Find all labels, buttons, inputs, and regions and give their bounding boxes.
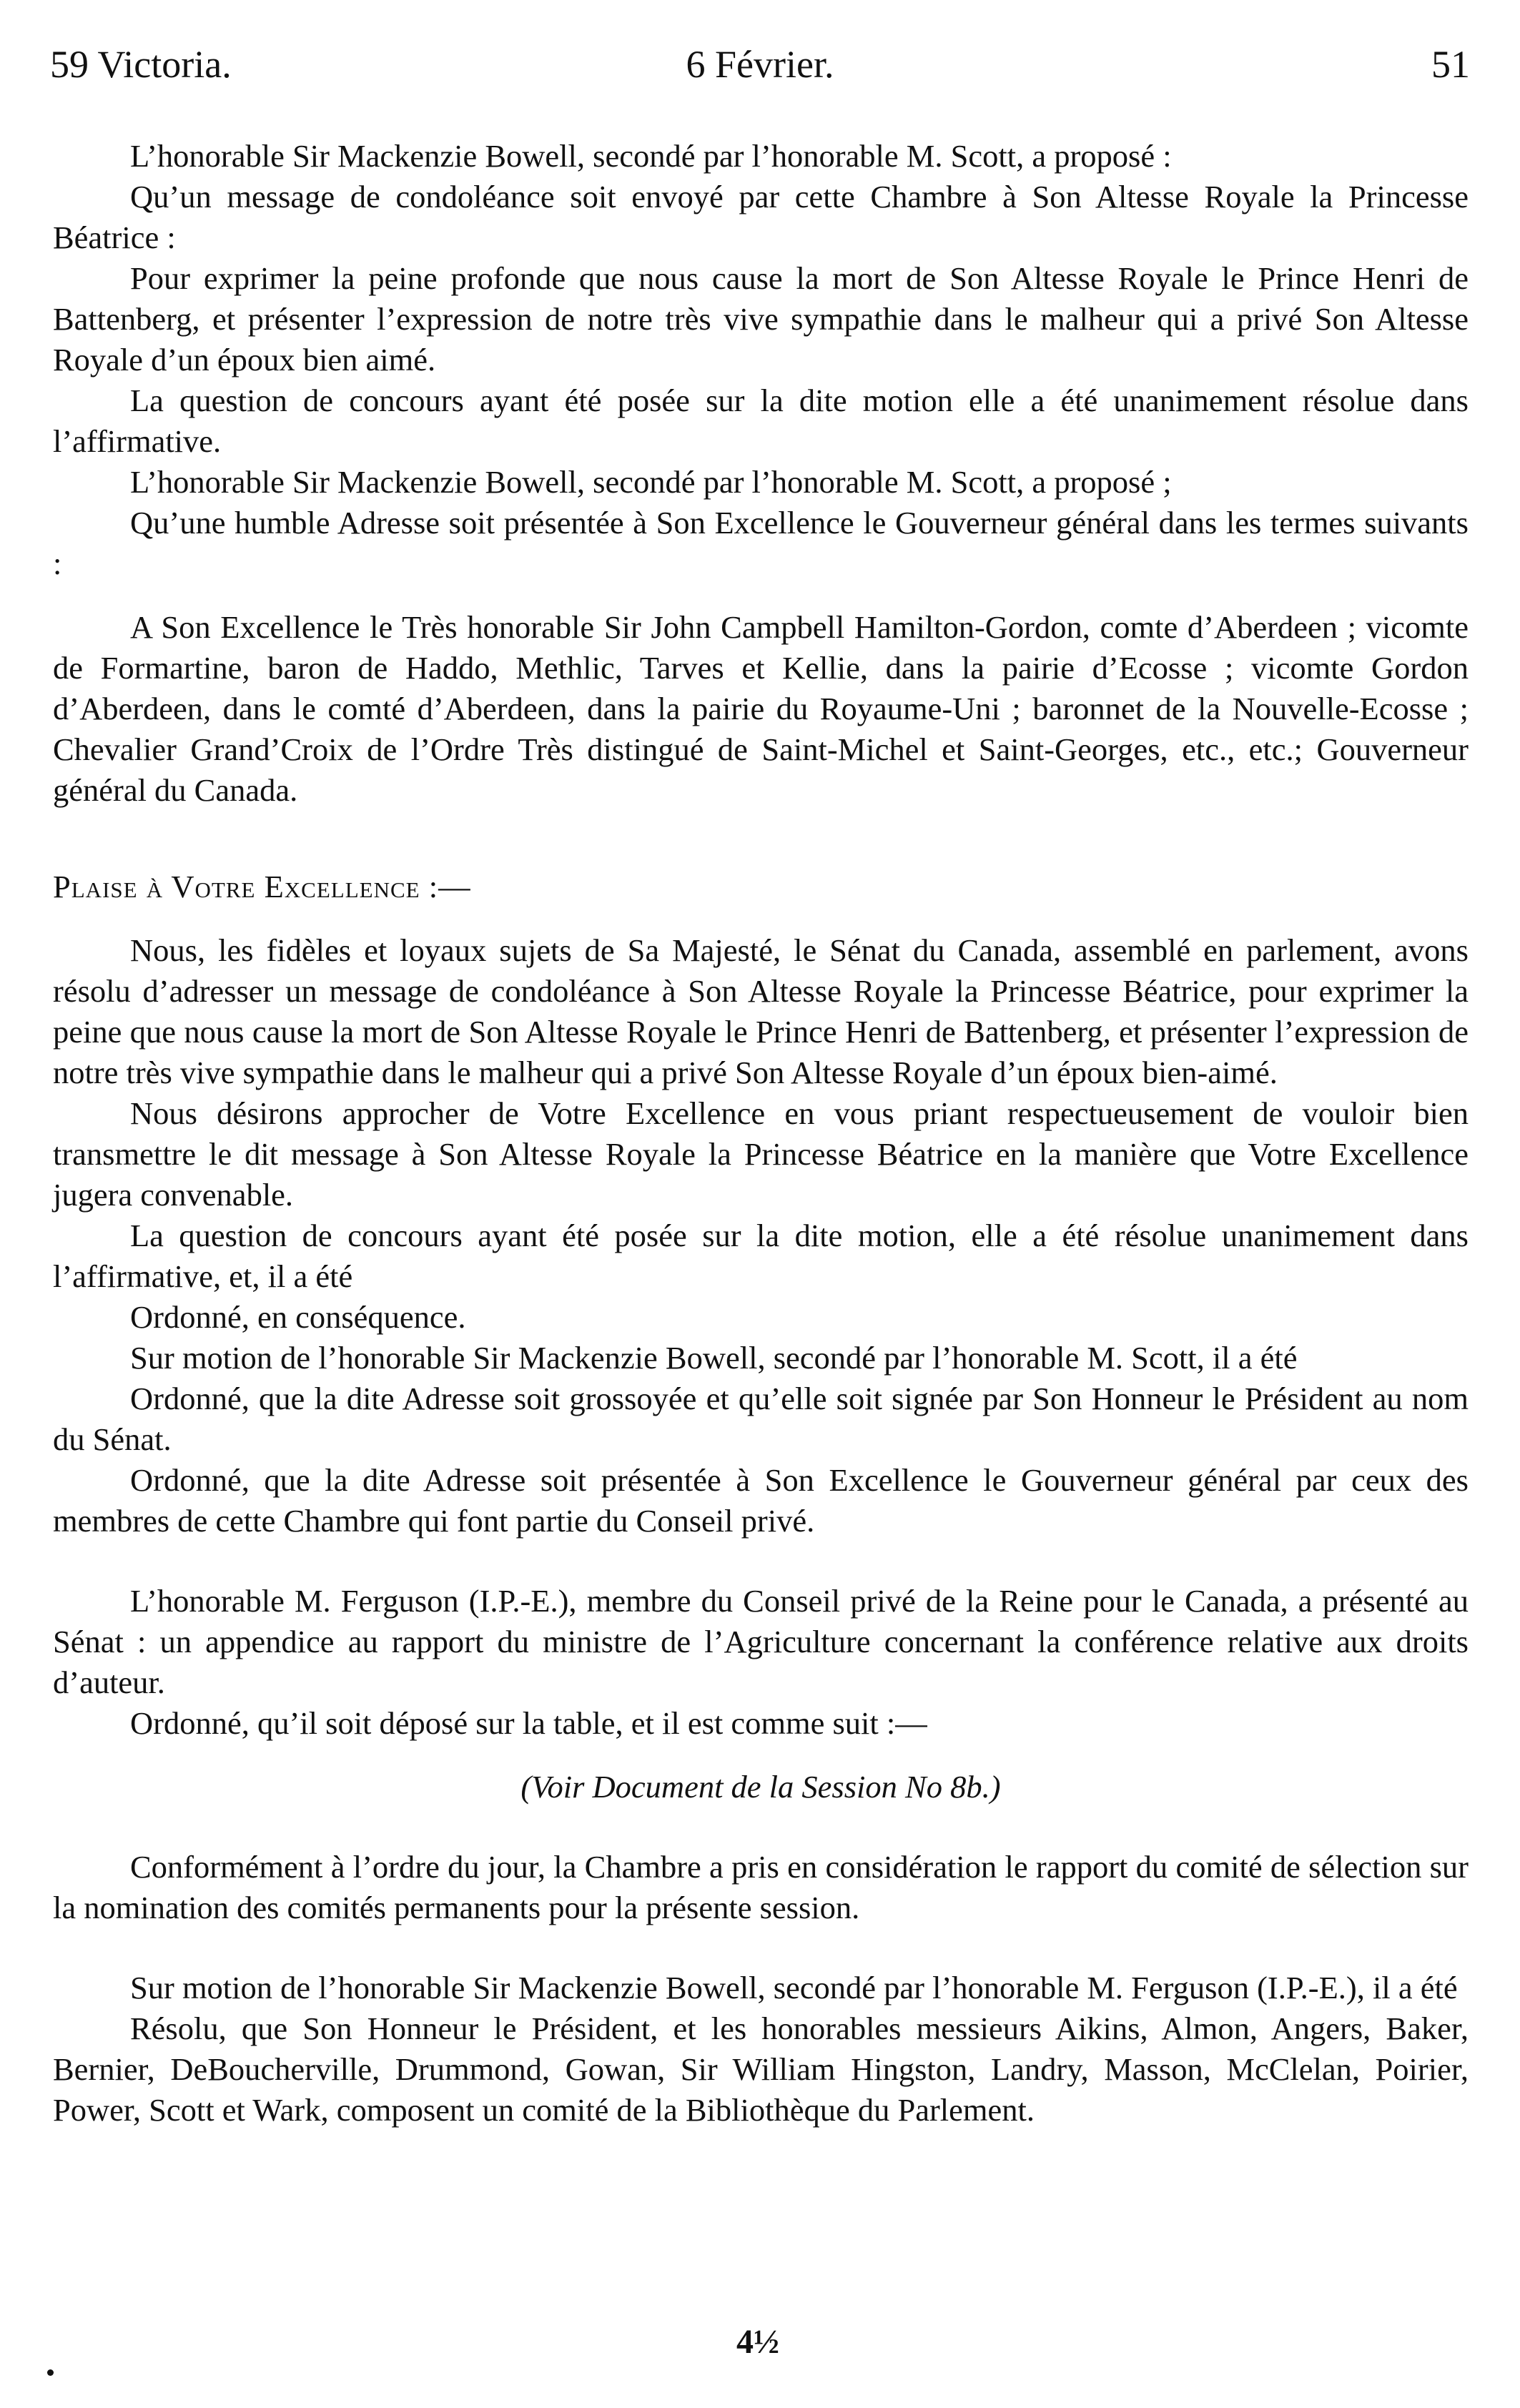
document-reference: (Voir Document de la Session No 8b.) [520, 1769, 1001, 1805]
paragraph: Sur motion de l’honorable Sir Mackenzie Bowell, secondé par l’honorable M. Ferguson (I.P.-E.), il a été [130, 1970, 1458, 2005]
paragraph: Ordonné, en conséquence. [130, 1299, 466, 1335]
signature-mark: 4½ [736, 2323, 779, 2361]
paragraph: Conformément à l’ordre du jour, la Chambre a pris en considération le rapport du comité de sélection sur la nomination des comités permanents pour la présente session. [53, 1849, 1469, 1925]
paragraph: Ordonné, que la dite Adresse soit grossoyée et qu’elle soit signée par Son Honneur le Président au nom du Sénat. [53, 1381, 1469, 1457]
paragraph: La question de concours ayant été posée sur la dite motion elle a été unanimement résolue dans l’affirmative. [53, 383, 1469, 459]
paragraph: Nous, les fidèles et loyaux sujets de Sa Majesté, le Sénat du Canada, assemblé en parlement, avons résolu d’adresser un message de condoléance à Son Altesse Royale la Princesse Béatrice, pour exprimer la peine que nous cause la mort de Son Altesse Royale le Prince Henri de Battenberg, et présenter l’expression de notre très vive sympathie dans le malheur qui a privé Son Altesse Royale d’un époux bien-aimé. [53, 932, 1469, 1090]
paragraph: Qu’un message de condoléance soit envoyé par cette Chambre à Son Altesse Royale la Princesse Béatrice : [53, 179, 1469, 255]
paragraph: Sur motion de l’honorable Sir Mackenzie Bowell, secondé par l’honorable M. Scott, il a été [130, 1340, 1298, 1376]
paragraph: L’honorable Sir Mackenzie Bowell, secondé par l’honorable M. Scott, a proposé : [130, 138, 1172, 174]
paragraph: Résolu, que Son Honneur le Président, et les honorables messieurs Aikins, Almon, Angers, Baker, Bernier, DeBoucherville, Drummond, Gowan, Sir William Hingston, Landry, Masson, McClelan, Poirier, Power, Scott et Wark, composent un comité de la Bibliothèque du Parlement. [53, 2010, 1469, 2128]
paragraph: Pour exprimer la peine profonde que nous cause la mort de Son Altesse Royale le Prince Henri de Battenberg, et présenter l’expression de notre très vive sympathie dans le malheur qui a privé Son Altesse Royale d’un époux bien aimé. [53, 260, 1469, 378]
address-salutation: Plaise à Votre Excellence :— [53, 869, 471, 904]
header-session: 59 Victoria. [50, 43, 232, 86]
address-recipient: A Son Excellence le Très honorable Sir John Campbell Hamilton-Gordon, comte d’Aberdeen ; vicomte de Formartine, baron de Haddo, Methlic, Tarves et Kellie, dans la pairie d’Ecosse ; vicomte Gordon d’Aberdeen, dans le comté d’Aberdeen, dans la pairie du Royaume-Uni ; baronnet de la Nouvelle-Ecosse ; Chevalier Grand’Croix de l’Ordre Très distingué de Saint-Michel et Saint-Georges, etc., etc.; Gouverneur général du Canada. [53, 609, 1469, 808]
header-date: 6 Février. [686, 43, 834, 86]
margin-dot [47, 2369, 54, 2376]
paragraph: Nous désirons approcher de Votre Excellence en vous priant respectueusement de vouloir bien transmettre le dit message à Son Altesse Royale la Princesse Béatrice en la manière que Votre Excellence jugera convenable. [53, 1095, 1469, 1213]
paragraph: L’honorable Sir Mackenzie Bowell, secondé par l’honorable M. Scott, a proposé ; [130, 464, 1172, 500]
page-body [53, 136, 1469, 2131]
paragraph: Ordonné, qu’il soit déposé sur la table, et il est comme suit :— [130, 1705, 927, 1741]
page-header [50, 36, 1470, 93]
paragraph: Qu’une humble Adresse soit présentée à Son Excellence le Gouverneur général dans les termes suivants : [53, 505, 1469, 581]
page-number: 51 [1431, 43, 1470, 86]
paragraph: Ordonné, que la dite Adresse soit présentée à Son Excellence le Gouverneur général par ceux des membres de cette Chambre qui font partie du Conseil privé. [53, 1462, 1469, 1539]
paragraph: La question de concours ayant été posée sur la dite motion, elle a été résolue unanimement dans l’affirmative, et, il a été [53, 1218, 1469, 1294]
paragraph: L’honorable M. Ferguson (I.P.-E.), membre du Conseil privé de la Reine pour le Canada, a présenté au Sénat : un appendice au rapport du ministre de l’Agriculture concernant la conférence relative aux droits d’auteur. [53, 1583, 1469, 1700]
